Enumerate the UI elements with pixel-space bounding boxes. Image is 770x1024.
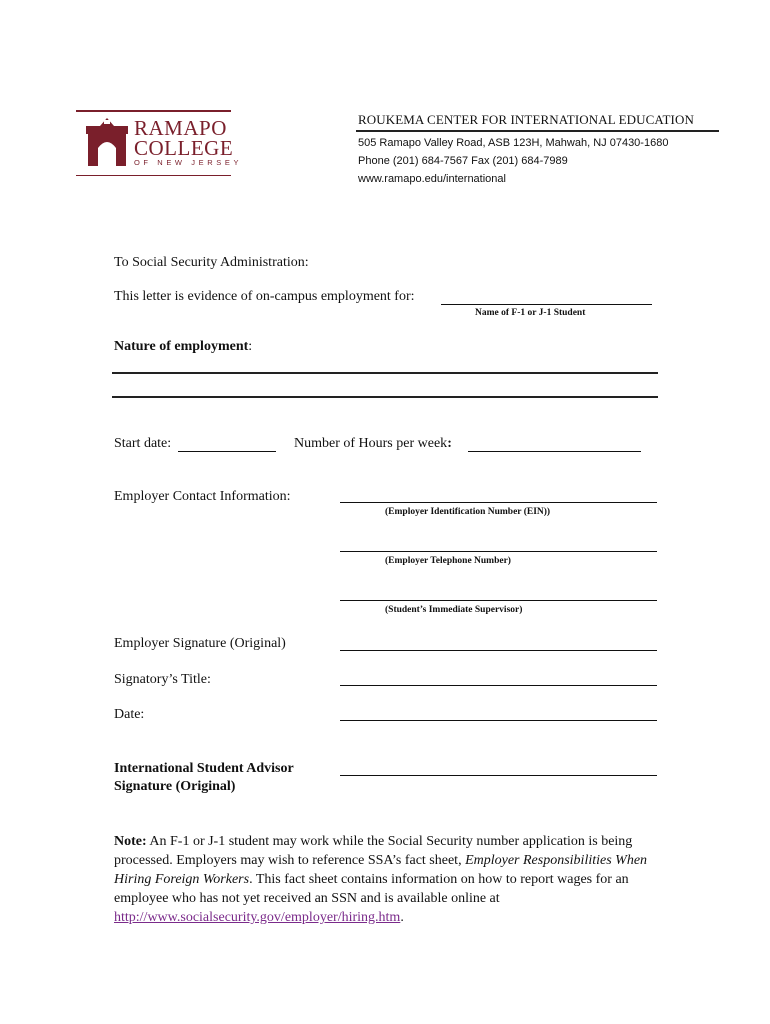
note-end: . [400,910,404,925]
date-line[interactable] [340,720,657,721]
nature-line-2[interactable] [112,396,658,398]
salutation: To Social Security Administration: [114,255,309,270]
header-phone: Phone (201) 684-7567 Fax (201) 684-7989 [358,155,568,167]
ein-caption: (Employer Identification Number (EIN)) [385,507,551,517]
arch-gate-icon [84,118,130,166]
note-fact-sheet-title: Employer Responsibilities When Hiring Foreign Workers [114,853,648,887]
telephone-line[interactable] [340,551,657,552]
signatory-title-line[interactable] [340,685,657,686]
nature-line-1[interactable] [112,372,658,374]
advisor-signature-line[interactable] [340,775,657,776]
advisor-label-line1: International Student Advisor [114,761,294,776]
note-paragraph [114,832,654,927]
nature-label-colon: : [248,339,253,354]
employer-signature-label: Employer Signature (Original) [114,636,286,651]
employer-signature-line[interactable] [340,650,657,651]
date-label: Date: [114,707,145,722]
header-website[interactable]: www.ramapo.edu/international [358,173,506,185]
start-date-label: Start date: [114,436,172,451]
evidence-text: This letter is evidence of on-campus employment for: [114,289,415,304]
note-text-1: An F-1 or J-1 student may work while the Social Security number application is being processed. Employers may wish to reference SSA’s fact sheet, [114,834,633,868]
nature-of-employment-label [114,339,252,355]
hours-per-week-line[interactable] [468,451,641,452]
note-label: Note: [114,834,147,849]
center-title: ROUKEMA CENTER FOR INTERNATIONAL EDUCATION [358,112,694,127]
nature-label-text: Nature of employment [114,339,249,354]
hours-label-text: Number of Hours per week [294,436,448,451]
hiring-fact-sheet-link[interactable]: http://www.socialsecurity.gov/employer/hiring.htm [114,910,401,925]
student-name-caption: Name of F-1 or J-1 Student [475,308,586,318]
supervisor-line[interactable] [340,600,657,601]
employer-contact-label: Employer Contact Information: [114,489,291,504]
note-text-2: . This fact sheet contains information on how to report wages for an employee who has not yet received an SSN and is available online at [114,872,629,906]
telephone-caption: (Employer Telephone Number) [385,556,511,566]
header-address: 505 Ramapo Valley Road, ASB 123H, Mahwah, NJ 07430-1680 [358,137,669,149]
hours-label-colon: : [447,436,452,451]
hours-per-week-label [294,436,452,452]
logo-word-ramapo: RAMAPO [134,116,227,140]
ein-line[interactable] [340,502,657,503]
supervisor-caption: (Student’s Immediate Supervisor) [385,605,523,615]
start-date-line[interactable] [178,451,276,452]
header-rule [356,130,719,132]
student-name-line[interactable] [441,304,652,305]
advisor-label-line2: Signature (Original) [114,779,236,794]
logo-subtitle: OF NEW JERSEY [134,158,243,167]
logo-word-college: COLLEGE [134,136,234,160]
signatory-title-label: Signatory’s Title: [114,672,211,687]
